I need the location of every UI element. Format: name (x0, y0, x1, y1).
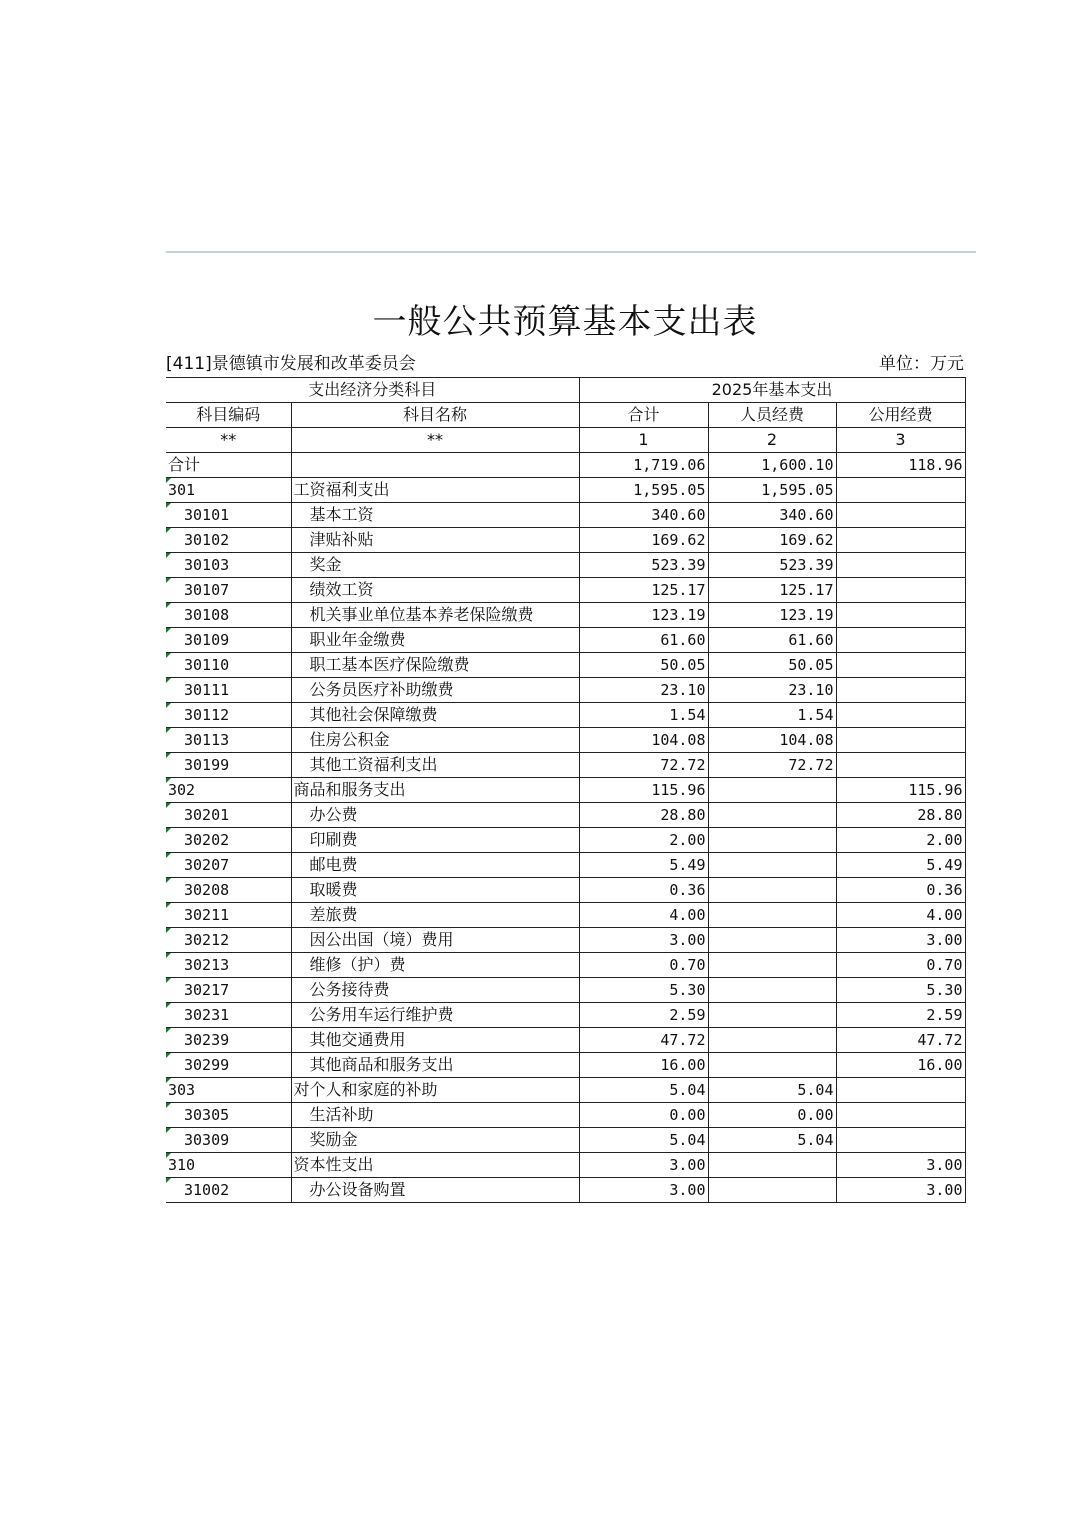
cell-marker-icon (166, 1053, 171, 1058)
row-total: 23.10 (579, 678, 708, 703)
total-personnel: 1,600.10 (708, 453, 836, 478)
row-total: 61.60 (579, 628, 708, 653)
row-code (166, 928, 291, 953)
index-personnel: 2 (708, 428, 836, 453)
row-total: 2.00 (579, 828, 708, 853)
row-personnel (708, 903, 836, 928)
row-name: 邮电费 (291, 853, 579, 878)
row-name: 其他社会保障缴费 (291, 703, 579, 728)
cell-marker-icon (166, 553, 171, 558)
header-group-row (166, 378, 965, 403)
row-public: 16.00 (836, 1053, 965, 1078)
row-code (166, 803, 291, 828)
cell-marker-icon (166, 628, 171, 633)
row-total: 0.00 (579, 1103, 708, 1128)
row-public (836, 603, 965, 628)
row-personnel: 0.00 (708, 1103, 836, 1128)
cell-marker-icon (166, 1153, 171, 1158)
row-personnel (708, 778, 836, 803)
row-code-text: 30107 (184, 581, 230, 599)
row-code-text: 30201 (184, 806, 230, 824)
row-code (166, 728, 291, 753)
row-public: 3.00 (836, 928, 965, 953)
table-row (166, 1053, 965, 1078)
row-code-text: 30211 (184, 906, 230, 924)
row-total: 72.72 (579, 753, 708, 778)
table-row (166, 778, 965, 803)
row-total: 1.54 (579, 703, 708, 728)
row-public (836, 703, 965, 728)
cell-marker-icon (166, 1028, 171, 1033)
total-name-empty (291, 453, 579, 478)
index-code: ** (166, 428, 291, 453)
row-code (166, 1178, 291, 1203)
row-name: 维修（护）费 (291, 953, 579, 978)
row-code (166, 603, 291, 628)
row-total: 0.36 (579, 878, 708, 903)
cell-marker-icon (166, 578, 171, 583)
table-row (166, 853, 965, 878)
row-personnel (708, 1028, 836, 1053)
row-code (166, 678, 291, 703)
cell-marker-icon (166, 1103, 171, 1108)
row-total: 5.49 (579, 853, 708, 878)
row-public: 3.00 (836, 1153, 965, 1178)
row-code (166, 753, 291, 778)
row-personnel (708, 928, 836, 953)
cell-marker-icon (166, 778, 171, 783)
row-code-text: 30111 (184, 681, 230, 699)
total-label: 合计 (166, 453, 291, 478)
row-total: 104.08 (579, 728, 708, 753)
row-code (166, 1078, 291, 1103)
row-code-text: 30102 (184, 531, 230, 549)
row-personnel (708, 1003, 836, 1028)
row-public: 5.30 (836, 978, 965, 1003)
table-row (166, 903, 965, 928)
row-name: 办公费 (291, 803, 579, 828)
row-public: 3.00 (836, 1178, 965, 1203)
row-code (166, 1103, 291, 1128)
row-name: 绩效工资 (291, 578, 579, 603)
header-name: 科目名称 (291, 403, 579, 428)
table-row (166, 1078, 965, 1103)
row-code-text: 310 (168, 1156, 196, 1174)
row-name: 奖励金 (291, 1128, 579, 1153)
row-total: 1,595.05 (579, 478, 708, 503)
row-public (836, 628, 965, 653)
row-total: 5.04 (579, 1078, 708, 1103)
row-public: 115.96 (836, 778, 965, 803)
cell-marker-icon (166, 1178, 171, 1183)
table-row (166, 978, 965, 1003)
row-name: 生活补助 (291, 1103, 579, 1128)
row-total: 523.39 (579, 553, 708, 578)
row-name: 基本工资 (291, 503, 579, 528)
table-row (166, 628, 965, 653)
table-row (166, 803, 965, 828)
row-code (166, 1028, 291, 1053)
row-code-text: 30202 (184, 831, 230, 849)
cell-marker-icon (166, 1003, 171, 1008)
row-code (166, 1003, 291, 1028)
row-personnel (708, 953, 836, 978)
row-personnel: 50.05 (708, 653, 836, 678)
row-name: 公务员医疗补助缴费 (291, 678, 579, 703)
row-code-text: 30109 (184, 631, 230, 649)
cell-marker-icon (166, 1078, 171, 1083)
row-code-text: 30309 (184, 1131, 230, 1149)
row-name: 住房公积金 (291, 728, 579, 753)
row-code-text: 302 (168, 781, 196, 799)
header-code: 科目编码 (166, 403, 291, 428)
row-name: 因公出国（境）费用 (291, 928, 579, 953)
table-row (166, 753, 965, 778)
row-code-text: 30217 (184, 981, 230, 999)
row-name: 其他工资福利支出 (291, 753, 579, 778)
row-public: 0.70 (836, 953, 965, 978)
row-code (166, 703, 291, 728)
row-public (836, 478, 965, 503)
row-total: 123.19 (579, 603, 708, 628)
total-sum: 1,719.06 (579, 453, 708, 478)
row-name: 对个人和家庭的补助 (291, 1078, 579, 1103)
row-personnel: 1,595.05 (708, 478, 836, 503)
row-total: 2.59 (579, 1003, 708, 1028)
organization-label: [411]景德镇市发展和改革委员会 (166, 354, 416, 374)
row-name: 奖金 (291, 553, 579, 578)
row-code (166, 528, 291, 553)
row-public (836, 678, 965, 703)
row-code-text: 30299 (184, 1056, 230, 1074)
row-name: 资本性支出 (291, 1153, 579, 1178)
page-top-divider (166, 251, 976, 253)
cell-marker-icon (166, 678, 171, 683)
table-row (166, 953, 965, 978)
row-code-text: 30239 (184, 1031, 230, 1049)
row-total: 5.04 (579, 1128, 708, 1153)
table-row (166, 703, 965, 728)
cell-marker-icon (166, 728, 171, 733)
cell-marker-icon (166, 653, 171, 658)
row-code-text: 30113 (184, 731, 230, 749)
row-code-text: 30231 (184, 1006, 230, 1024)
header-group-left: 支出经济分类科目 (166, 378, 579, 403)
cell-marker-icon (166, 1128, 171, 1133)
table-row (166, 1103, 965, 1128)
row-public (836, 553, 965, 578)
table-row (166, 1153, 965, 1178)
row-code-text: 30108 (184, 606, 230, 624)
row-code-text: 30208 (184, 881, 230, 899)
row-code (166, 953, 291, 978)
row-name: 公务用车运行维护费 (291, 1003, 579, 1028)
row-personnel: 72.72 (708, 753, 836, 778)
row-public (836, 753, 965, 778)
row-personnel: 125.17 (708, 578, 836, 603)
table-row (166, 678, 965, 703)
table-row (166, 603, 965, 628)
row-personnel: 61.60 (708, 628, 836, 653)
row-public (836, 578, 965, 603)
row-personnel: 5.04 (708, 1128, 836, 1153)
cell-marker-icon (166, 928, 171, 933)
row-total: 5.30 (579, 978, 708, 1003)
row-public: 4.00 (836, 903, 965, 928)
index-name: ** (291, 428, 579, 453)
row-name: 其他交通费用 (291, 1028, 579, 1053)
row-personnel (708, 828, 836, 853)
unit-label: 单位：万元 (879, 354, 964, 374)
budget-table (166, 377, 966, 1203)
row-code (166, 1128, 291, 1153)
table-row (166, 878, 965, 903)
table-row (166, 553, 965, 578)
row-name: 工资福利支出 (291, 478, 579, 503)
header-public: 公用经费 (836, 403, 965, 428)
row-name: 取暖费 (291, 878, 579, 903)
cell-marker-icon (166, 903, 171, 908)
row-total: 0.70 (579, 953, 708, 978)
row-personnel (708, 1178, 836, 1203)
row-name: 公务接待费 (291, 978, 579, 1003)
row-public: 28.80 (836, 803, 965, 828)
row-public (836, 503, 965, 528)
table-row (166, 478, 965, 503)
row-code-text: 30212 (184, 931, 230, 949)
table-row (166, 1128, 965, 1153)
header-group-right: 2025年基本支出 (579, 378, 965, 403)
table-row (166, 728, 965, 753)
row-personnel: 523.39 (708, 553, 836, 578)
row-personnel: 5.04 (708, 1078, 836, 1103)
row-code-text: 301 (168, 481, 196, 499)
table-row (166, 828, 965, 853)
header-personnel: 人员经费 (708, 403, 836, 428)
row-public: 2.59 (836, 1003, 965, 1028)
row-code (166, 628, 291, 653)
row-total: 28.80 (579, 803, 708, 828)
row-name: 职工基本医疗保险缴费 (291, 653, 579, 678)
row-code-text: 30101 (184, 506, 230, 524)
row-code-text: 303 (168, 1081, 196, 1099)
row-personnel (708, 1053, 836, 1078)
row-code-text: 30110 (184, 656, 230, 674)
row-code (166, 978, 291, 1003)
table-row (166, 653, 965, 678)
row-code (166, 853, 291, 878)
row-total: 340.60 (579, 503, 708, 528)
cell-marker-icon (166, 878, 171, 883)
row-public: 0.36 (836, 878, 965, 903)
row-personnel (708, 1153, 836, 1178)
header-column-row (166, 403, 965, 428)
cell-marker-icon (166, 603, 171, 608)
cell-marker-icon (166, 703, 171, 708)
table-row (166, 928, 965, 953)
index-public: 3 (836, 428, 965, 453)
cell-marker-icon (166, 528, 171, 533)
table-row (166, 578, 965, 603)
row-total: 3.00 (579, 1153, 708, 1178)
row-personnel: 169.62 (708, 528, 836, 553)
row-public (836, 528, 965, 553)
row-code (166, 778, 291, 803)
row-personnel (708, 853, 836, 878)
row-personnel: 340.60 (708, 503, 836, 528)
row-personnel: 23.10 (708, 678, 836, 703)
table-row (166, 1178, 965, 1203)
row-name: 其他商品和服务支出 (291, 1053, 579, 1078)
row-public: 47.72 (836, 1028, 965, 1053)
row-code (166, 553, 291, 578)
row-name: 差旅费 (291, 903, 579, 928)
row-total: 4.00 (579, 903, 708, 928)
row-public (836, 1128, 965, 1153)
row-code (166, 653, 291, 678)
row-name: 职业年金缴费 (291, 628, 579, 653)
row-code-text: 30213 (184, 956, 230, 974)
cell-marker-icon (166, 503, 171, 508)
row-total: 47.72 (579, 1028, 708, 1053)
row-total: 3.00 (579, 1178, 708, 1203)
row-code (166, 828, 291, 853)
table-row (166, 528, 965, 553)
table-row (166, 503, 965, 528)
row-name: 印刷费 (291, 828, 579, 853)
cell-marker-icon (166, 978, 171, 983)
row-code-text: 30305 (184, 1106, 230, 1124)
row-personnel (708, 978, 836, 1003)
row-name: 商品和服务支出 (291, 778, 579, 803)
total-public: 118.96 (836, 453, 965, 478)
row-total: 169.62 (579, 528, 708, 553)
row-code-text: 30207 (184, 856, 230, 874)
row-total: 50.05 (579, 653, 708, 678)
cell-marker-icon (166, 953, 171, 958)
table-row (166, 1003, 965, 1028)
row-personnel: 1.54 (708, 703, 836, 728)
header-total: 合计 (579, 403, 708, 428)
row-public (836, 1078, 965, 1103)
row-total: 3.00 (579, 928, 708, 953)
cell-marker-icon (166, 853, 171, 858)
row-code-text: 30112 (184, 706, 230, 724)
row-personnel: 123.19 (708, 603, 836, 628)
row-code (166, 903, 291, 928)
row-total: 16.00 (579, 1053, 708, 1078)
row-code (166, 1153, 291, 1178)
row-public (836, 1103, 965, 1128)
cell-marker-icon (166, 803, 171, 808)
page-title: 一般公共预算基本支出表 (372, 302, 758, 342)
row-public (836, 653, 965, 678)
index-total: 1 (579, 428, 708, 453)
row-public (836, 728, 965, 753)
row-total: 125.17 (579, 578, 708, 603)
row-personnel (708, 878, 836, 903)
row-code-text: 31002 (184, 1181, 230, 1199)
row-total: 115.96 (579, 778, 708, 803)
cell-marker-icon (166, 478, 171, 483)
row-code (166, 503, 291, 528)
row-public: 5.49 (836, 853, 965, 878)
row-public: 2.00 (836, 828, 965, 853)
header-index-row (166, 428, 965, 453)
total-row (166, 453, 965, 478)
row-code (166, 878, 291, 903)
row-code-text: 30199 (184, 756, 230, 774)
row-name: 机关事业单位基本养老保险缴费 (291, 603, 579, 628)
row-personnel (708, 803, 836, 828)
row-code (166, 1053, 291, 1078)
table-row (166, 1028, 965, 1053)
row-name: 办公设备购置 (291, 1178, 579, 1203)
row-code (166, 578, 291, 603)
row-name: 津贴补贴 (291, 528, 579, 553)
row-personnel: 104.08 (708, 728, 836, 753)
row-code-text: 30103 (184, 556, 230, 574)
cell-marker-icon (166, 828, 171, 833)
row-code (166, 478, 291, 503)
cell-marker-icon (166, 753, 171, 758)
